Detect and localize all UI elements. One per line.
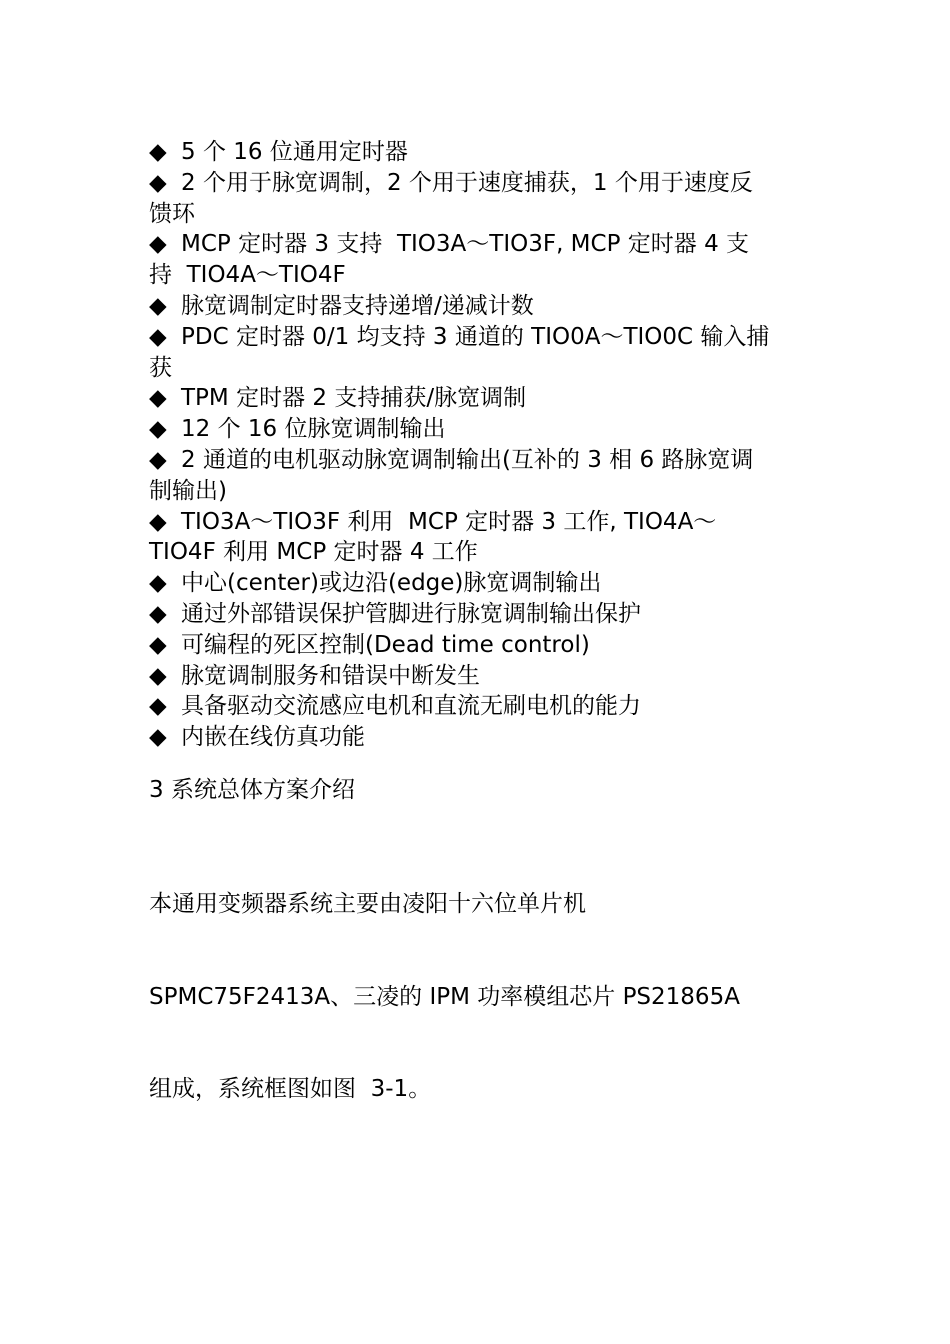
feature-text: 12 个 16 位脉宽调制输出	[181, 416, 446, 443]
feature-item	[149, 322, 809, 384]
feature-text: PDC 定时器 0/1 均支持 3 通道的 TIO0A～TIO0C 输入捕	[181, 323, 770, 350]
feature-text-continued: TIO4F 利用 MCP 定时器 4 工作	[149, 539, 478, 566]
feature-text: 具备驱动交流感应电机和直流无刷电机的能力	[181, 693, 641, 720]
paragraph-line: 组成，系统框图如图 3-1。	[149, 1076, 432, 1103]
feature-text: 5 个 16 位通用定时器	[181, 139, 408, 165]
diamond-bullet-icon: ◆	[149, 139, 167, 165]
feature-text: 脉宽调制定时器支持递增/递减计数	[181, 292, 534, 319]
feature-text: 2 通道的电机驱动脉宽调制输出(互补的 3 相 6 路脉宽调	[181, 446, 754, 473]
feature-item	[149, 722, 809, 753]
feature-text: TPM 定时器 2 支持捕获/脉宽调制	[181, 385, 527, 412]
paragraph-line: 本通用变频器系统主要由凌阳十六位单片机	[149, 891, 586, 918]
feature-item	[149, 507, 809, 569]
feature-text: 脉宽调制服务和错误中断发生	[181, 662, 480, 689]
feature-text-continued: 馈环	[149, 200, 195, 227]
feature-item	[149, 414, 809, 445]
diamond-bullet-icon: ◆	[149, 446, 167, 473]
feature-item	[149, 168, 809, 230]
feature-text-continued: 获	[149, 354, 172, 381]
feature-item	[149, 661, 809, 692]
feature-text-continued: 制输出)	[149, 477, 227, 504]
diamond-bullet-icon: ◆	[149, 600, 167, 627]
feature-text-continued: 持 TIO4A～TIO4F	[149, 262, 346, 289]
diamond-bullet-icon: ◆	[149, 169, 167, 196]
diamond-bullet-icon: ◆	[149, 385, 167, 412]
diamond-bullet-icon: ◆	[149, 631, 167, 658]
diamond-bullet-icon: ◆	[149, 570, 167, 597]
feature-text: TIO3A～TIO3F 利用 MCP 定时器 3 工作, TIO4A～	[181, 508, 717, 535]
diamond-bullet-icon: ◆	[149, 416, 167, 443]
feature-text: 内嵌在线仿真功能	[181, 724, 365, 751]
feature-item	[149, 568, 809, 599]
feature-text: 通过外部错误保护管脚进行脉宽调制输出保护	[181, 600, 641, 627]
diamond-bullet-icon: ◆	[149, 508, 167, 535]
feature-item	[149, 599, 809, 630]
feature-item	[149, 137, 809, 168]
feature-item	[149, 229, 809, 291]
feature-item	[149, 691, 809, 722]
section-heading: 3 系统总体方案介绍	[149, 776, 355, 803]
feature-item	[149, 291, 809, 322]
feature-text: 可编程的死区控制(Dead time control)	[181, 631, 590, 658]
document-page	[149, 137, 809, 1167]
diamond-bullet-icon: ◆	[149, 662, 167, 689]
diamond-bullet-icon: ◆	[149, 231, 167, 258]
diamond-bullet-icon: ◆	[149, 292, 167, 319]
feature-item	[149, 445, 809, 507]
feature-list	[149, 137, 809, 753]
feature-text: 中心(center)或边沿(edge)脉宽调制输出	[181, 570, 602, 597]
diamond-bullet-icon: ◆	[149, 323, 167, 350]
section-paragraph	[149, 828, 809, 1167]
feature-text: 2 个用于脉宽调制，2 个用于速度捕获，1 个用于速度反	[181, 169, 753, 196]
diamond-bullet-icon: ◆	[149, 724, 167, 751]
feature-item	[149, 630, 809, 661]
diamond-bullet-icon: ◆	[149, 693, 167, 720]
paragraph-line: SPMC75F2413A、三凌的 IPM 功率模组芯片 PS21865A	[149, 983, 740, 1010]
feature-item	[149, 383, 809, 414]
feature-text: MCP 定时器 3 支持 TIO3A～TIO3F, MCP 定时器 4 支	[181, 231, 750, 258]
